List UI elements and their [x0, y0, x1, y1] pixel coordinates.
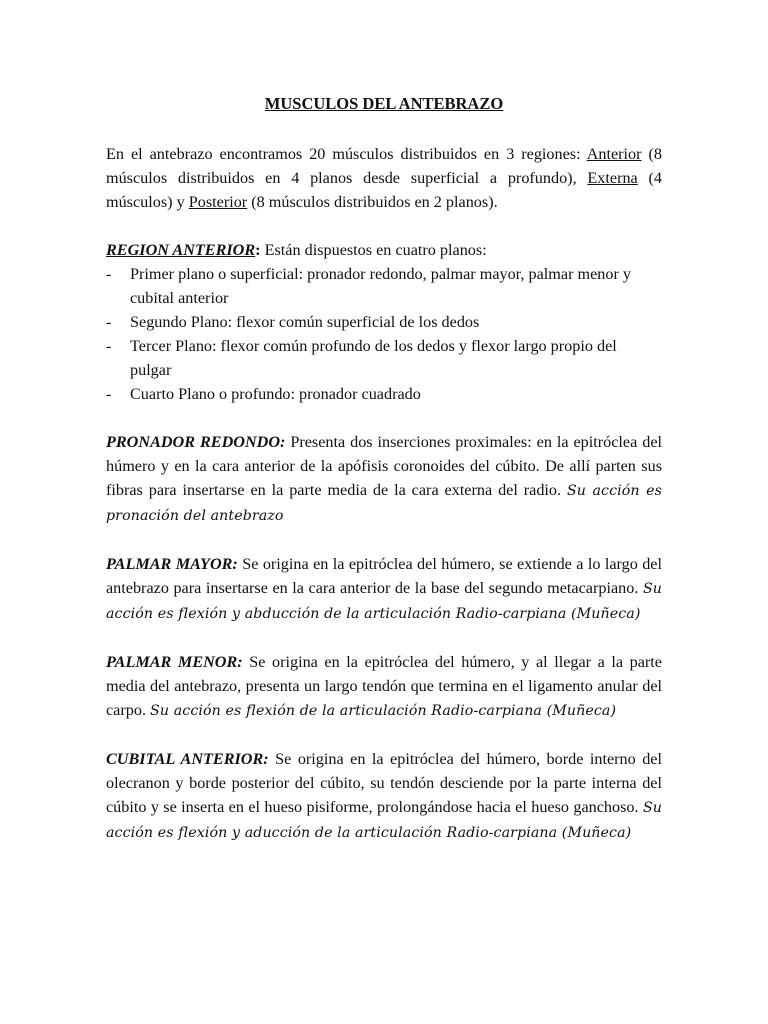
- cubital-anterior-paragraph: [106, 747, 662, 845]
- intro-text-3: (4 músculos) y: [106, 169, 663, 211]
- list-item-text: Cuarto Plano o profundo: pronador cuadrado: [130, 385, 421, 403]
- intro-text-1: En el antebrazo encontramos 20 músculos distribuidos en 3 regiones:: [106, 145, 587, 163]
- pronador-redondo-paragraph: [106, 430, 662, 528]
- muscle-description: Se origina en la epitróclea del húmero, borde interno del olecranon y borde posterior del cúbito, su tendón desciende por la parte interna del cúbito y se inserta en el hueso pisiforme, prolongándose hacia el hueso ganchoso.: [106, 750, 662, 816]
- document-page: [106, 92, 662, 869]
- list-dash: -: [106, 265, 112, 283]
- list-dash: -: [106, 385, 112, 403]
- muscle-name: PALMAR MAYOR:: [106, 555, 238, 573]
- list-item: [106, 382, 662, 406]
- muscle-name: PRONADOR REDONDO:: [106, 433, 286, 451]
- planes-list: [106, 262, 662, 406]
- muscle-description: Presenta dos inserciones proximales: en la epitróclea del húmero y en la cara anterior de la apófisis coronoides del cúbito. De allí parten sus fibras para insertarse en la parte media de la cara externa del radio.: [106, 433, 662, 499]
- intro-externa-term: Externa: [587, 169, 638, 187]
- list-item: [106, 334, 662, 382]
- palmar-menor-paragraph: [106, 650, 662, 723]
- list-item-text: Tercer Plano: flexor común profundo de los dedos y flexor largo propio del pulgar: [130, 337, 617, 379]
- list-dash: -: [106, 313, 112, 331]
- region-anterior-heading-line: [106, 238, 662, 262]
- muscle-action: Su acción es flexión y abducción de la articulación Radio-carpiana (Muñeca): [106, 581, 662, 622]
- muscle-name: PALMAR MENOR:: [106, 653, 243, 671]
- list-item: [106, 310, 662, 334]
- intro-text-2: (8 músculos distribuidos en 4 planos desde superficial a profundo),: [106, 145, 662, 187]
- muscle-action: Su acción es flexión y aducción de la articulación Radio-carpiana (Muñeca): [106, 800, 662, 841]
- intro-paragraph: [106, 142, 662, 214]
- list-item: [106, 262, 662, 310]
- muscle-name: CUBITAL ANTERIOR:: [106, 750, 269, 768]
- region-anterior-text: Están dispuestos en cuatro planos:: [260, 241, 487, 259]
- list-dash: -: [106, 337, 112, 355]
- page-title: MUSCULOS DEL ANTEBRAZO: [264, 94, 504, 113]
- intro-anterior-term: Anterior: [586, 145, 642, 163]
- intro-text-4: (8 músculos distribuidos en 2 planos).: [247, 193, 498, 211]
- intro-posterior-term: Posterior: [188, 193, 248, 211]
- muscle-action: Su acción es flexión de la articulación Radio-carpiana (Muñeca): [150, 703, 617, 719]
- muscle-description: Se origina en la epitróclea del húmero, se extiende a lo largo del antebrazo para insertarse en la cara anterior de la base del segundo metacarpiano.: [106, 555, 662, 597]
- region-anterior-colon: :: [255, 241, 261, 259]
- list-item-text: Segundo Plano: flexor común superficial de los dedos: [130, 313, 480, 331]
- region-anterior-section: [106, 238, 662, 406]
- list-item-text: Primer plano o superficial: pronador redondo, palmar mayor, palmar menor y cubital anterior: [130, 265, 632, 307]
- muscle-action: Su acción es pronación del antebrazo: [106, 483, 663, 524]
- muscle-description: Se origina en la epitróclea del húmero, y al llegar a la parte media del antebrazo, presenta un largo tendón que termina en el ligamento anular del carpo.: [106, 653, 662, 719]
- palmar-mayor-paragraph: [106, 552, 662, 626]
- region-anterior-heading: REGION ANTERIOR: [106, 241, 256, 259]
